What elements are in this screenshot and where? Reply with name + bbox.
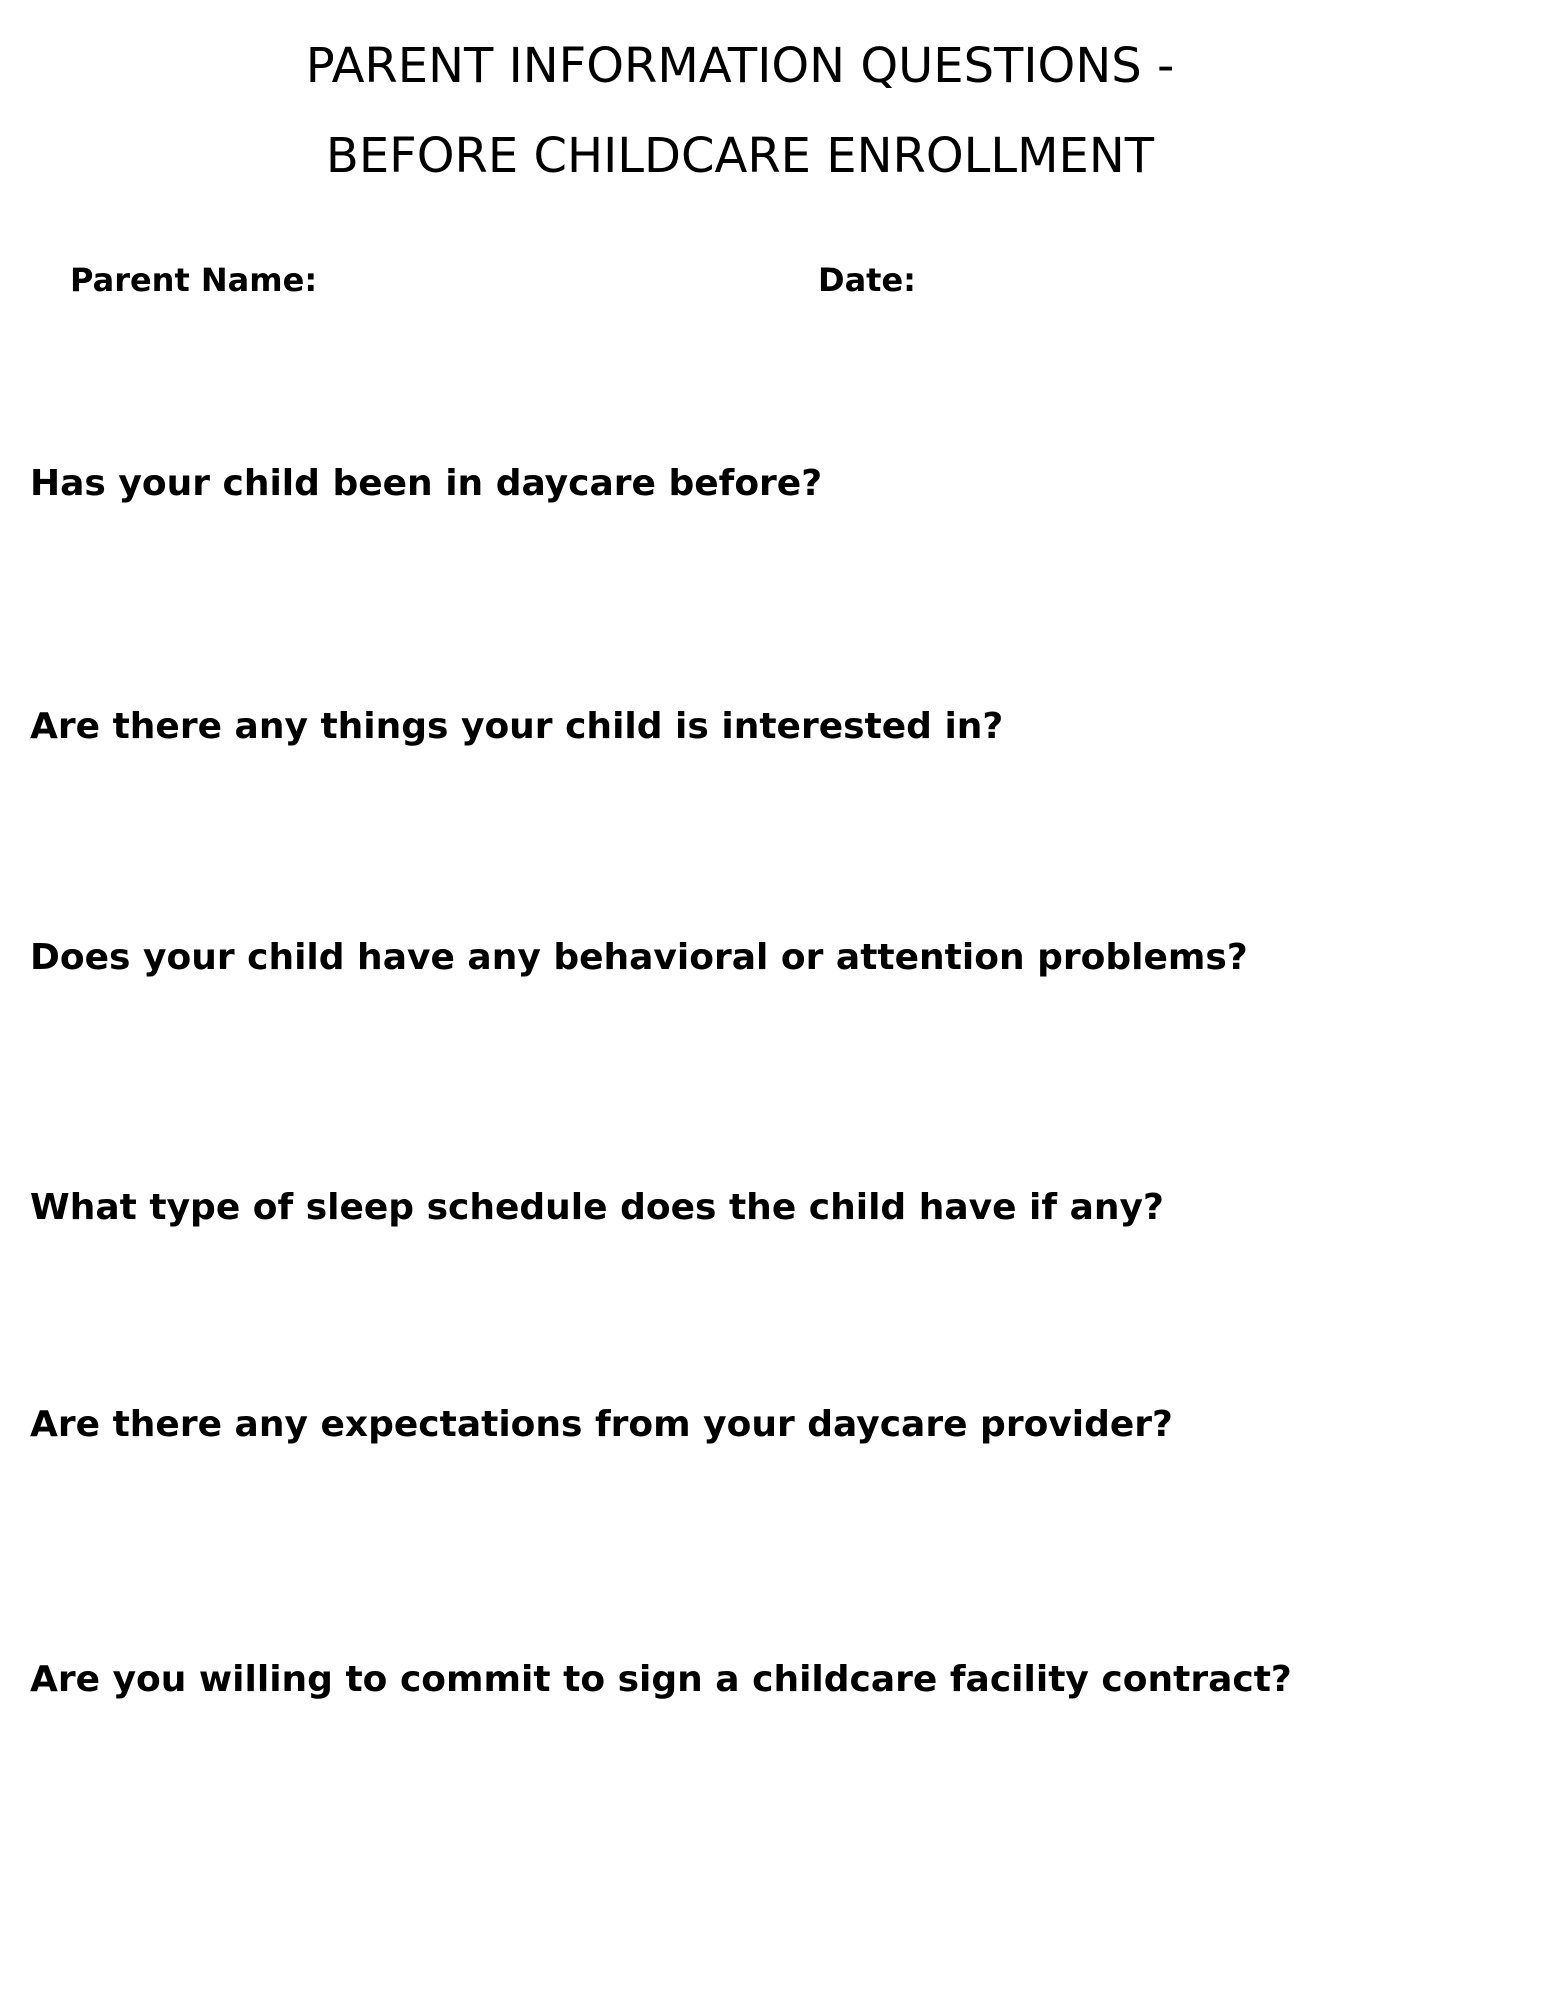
date-label: Date: <box>818 261 916 299</box>
parent-name-label: Parent Name: <box>70 261 318 299</box>
page-title-line-1: PARENT INFORMATION QUESTIONS - <box>305 38 1175 94</box>
question-behavioral-problems: Does your child have any behavioral or attention problems? <box>30 937 1248 978</box>
question-sleep-schedule: What type of sleep schedule does the child have if any? <box>30 1187 1164 1228</box>
question-sign-contract: Are you willing to commit to sign a childcare facility contract? <box>30 1659 1292 1700</box>
page-title-line-2: BEFORE CHILDCARE ENROLLMENT <box>325 128 1155 184</box>
question-child-interests: Are there any things your child is interested in? <box>30 706 1004 747</box>
question-provider-expectations: Are there any expectations from your daycare provider? <box>30 1404 1173 1445</box>
question-daycare-before: Has your child been in daycare before? <box>30 463 823 504</box>
